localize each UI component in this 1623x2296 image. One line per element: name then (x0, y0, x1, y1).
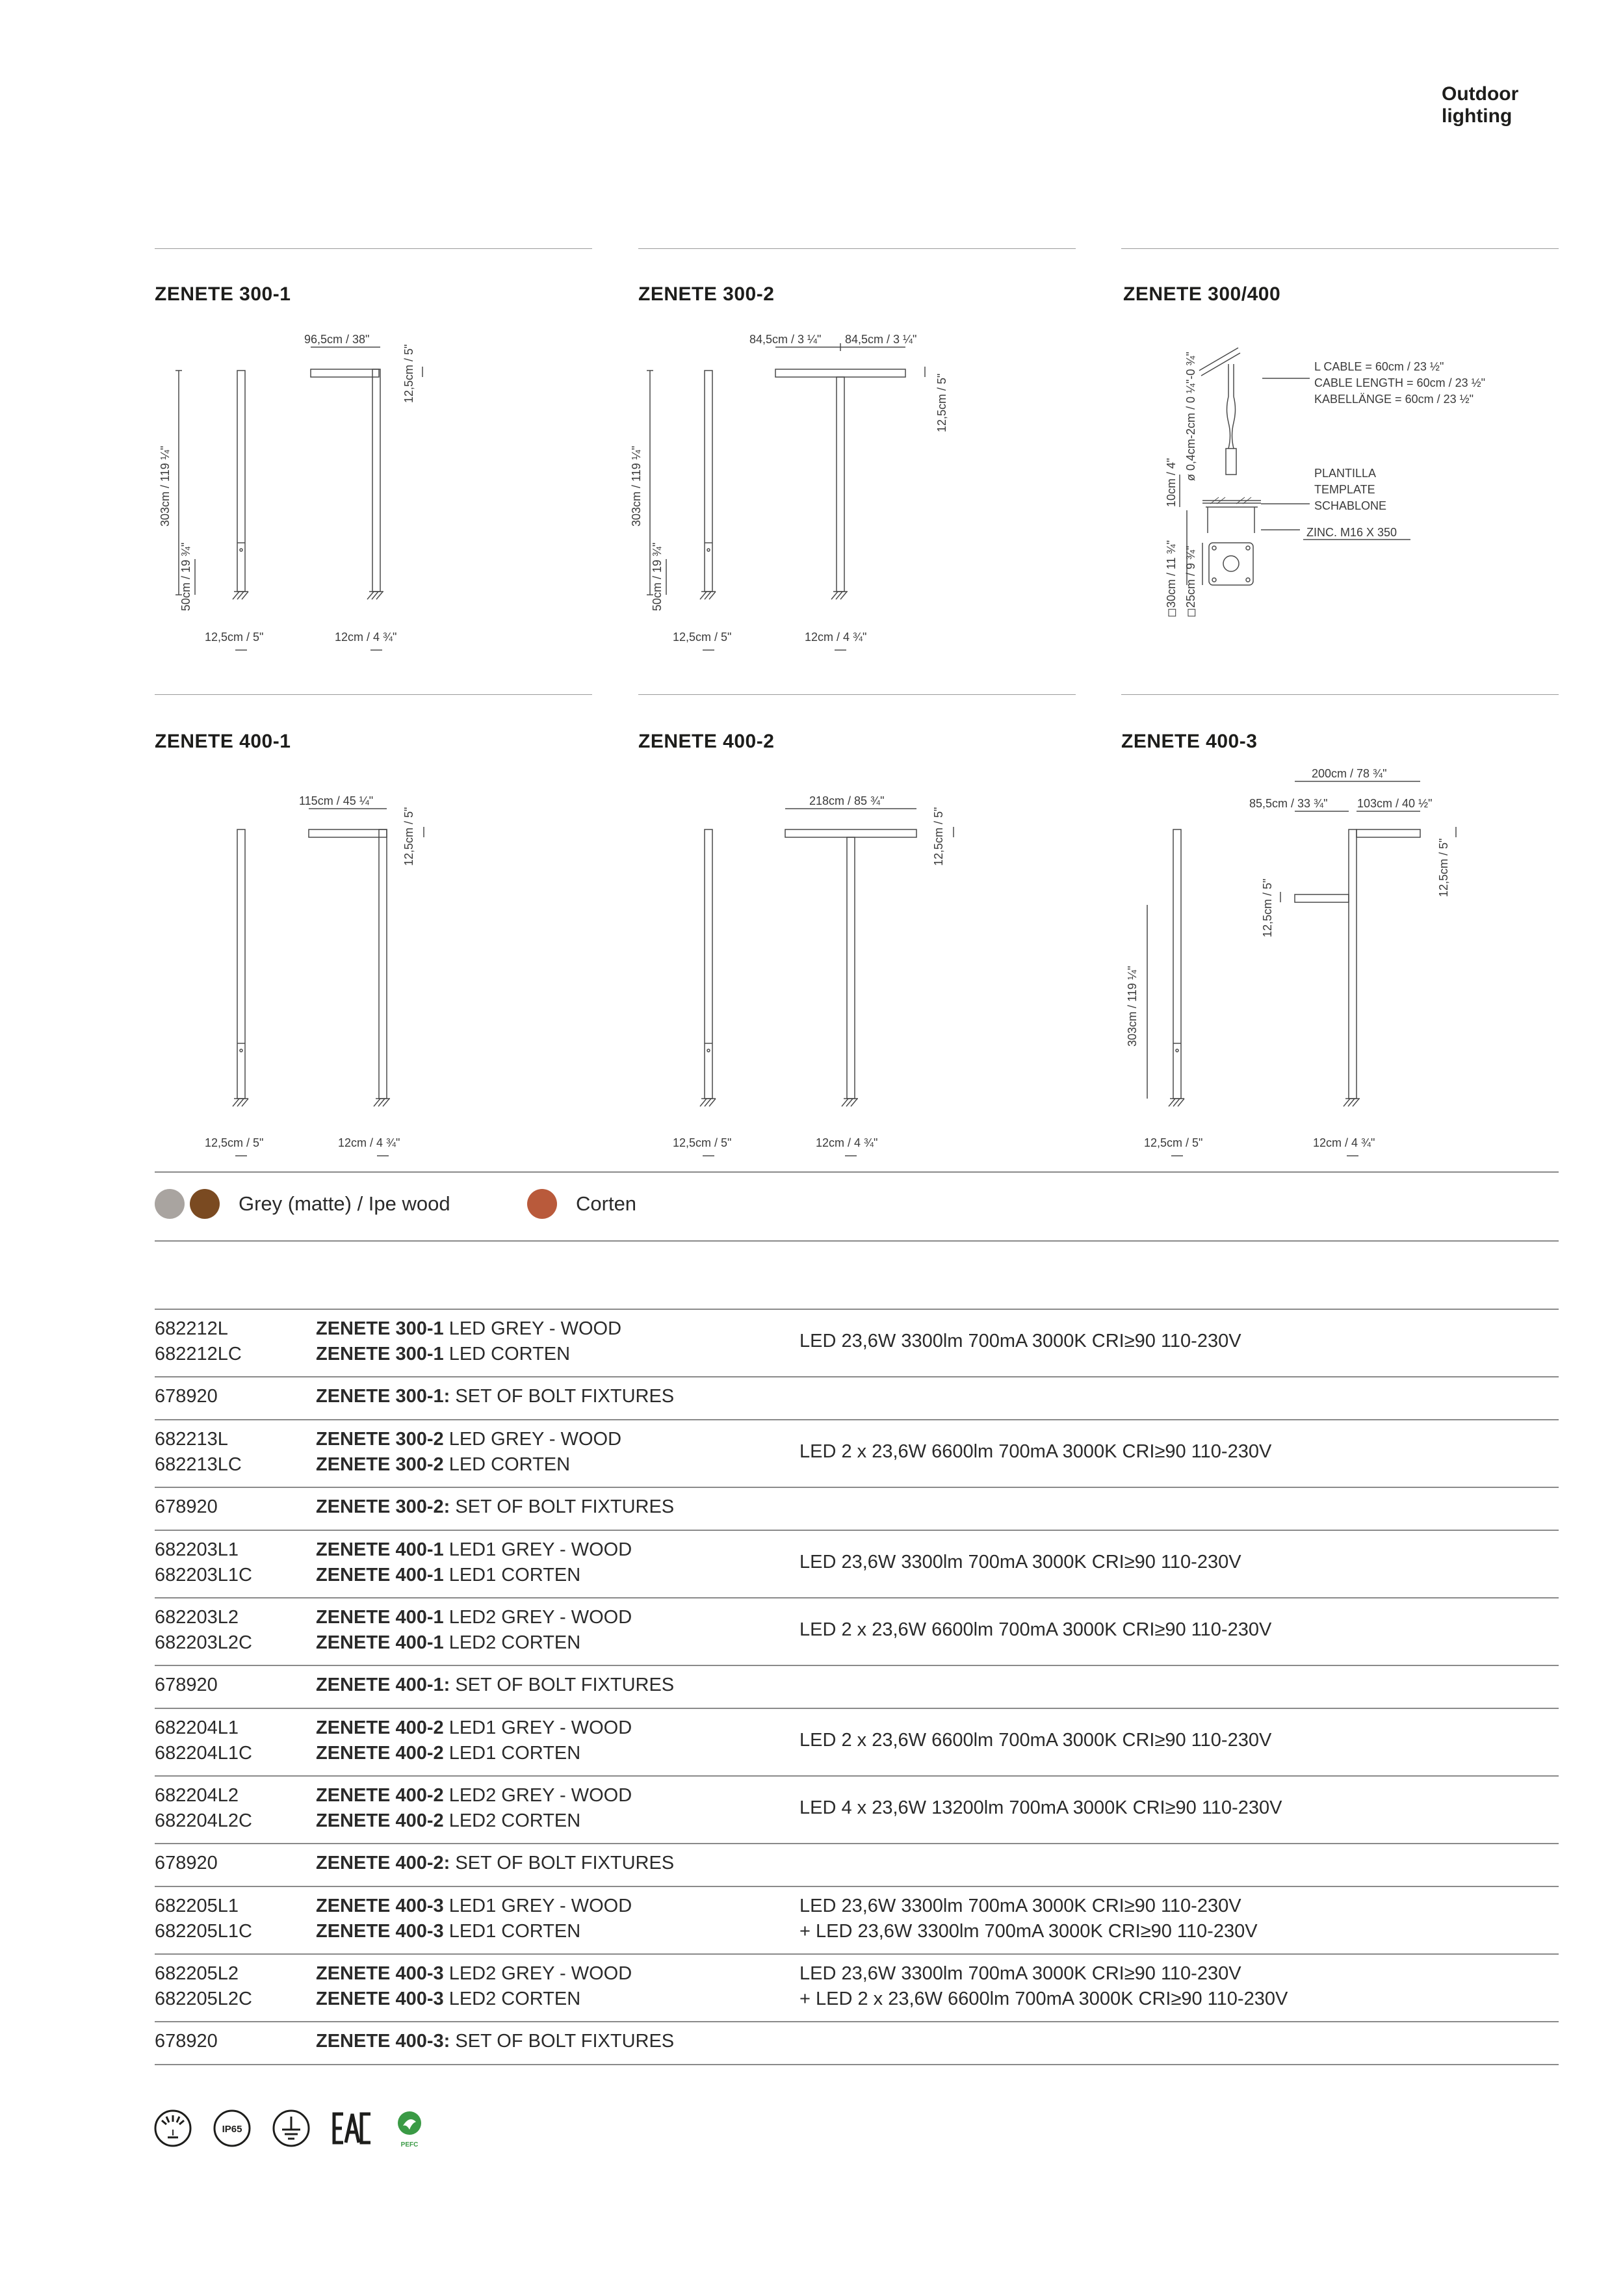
ip-rating-icon (213, 2109, 252, 2148)
ip-rating-label: IP65 (222, 2124, 242, 2135)
dim-label: ø 0,4cm-2cm / 0 ¼"-0 ¾" (1184, 352, 1197, 481)
dim-label: 303cm / 119 ¼" (1126, 965, 1139, 1047)
dim-label: 12cm / 4 ¾" (1313, 1136, 1375, 1149)
product-name: ZENETE 300-2 (316, 1454, 444, 1475)
dim-label: 12cm / 4 ¾" (338, 1136, 400, 1149)
product-spec: + LED 23,6W 3300lm 700mA 3000K CRI≥90 110-230V (799, 1921, 1258, 1942)
product-code: 682205L2C (155, 1989, 252, 2009)
table-row (155, 1890, 1559, 1953)
product-variant: LED1 GREY - WOOD (443, 1539, 632, 1560)
dim-label: 96,5cm / 38" (304, 333, 370, 346)
divider (155, 248, 592, 249)
product-variant: LED1 CORTEN (443, 1565, 581, 1585)
dim-label: ◻30cm / 11 ¾" (1165, 540, 1178, 618)
product-name: ZENETE 400-1 (316, 1607, 444, 1628)
dim-label: 12,5cm / 5" (673, 631, 732, 644)
header-line-1: Outdoor (1442, 83, 1519, 105)
product-name: ZENETE 400-1: (316, 1675, 450, 1695)
dim-label: 12cm / 4 ¾" (335, 631, 397, 644)
dim-label: 12,5cm / 5" (673, 1136, 732, 1149)
dim-label: 12,5cm / 5" (205, 631, 264, 644)
product-variant: SET OF BOLT FIXTURES (450, 1853, 675, 1873)
drawing-zenete-300-400-installation (1163, 319, 1566, 657)
product-name: ZENETE 300-1: (316, 1386, 450, 1407)
table-row (155, 1377, 1559, 1419)
drawing-title: ZENETE 400-1 (155, 731, 291, 752)
table-row (155, 1488, 1559, 1530)
product-name: ZENETE 300-1 (316, 1344, 444, 1364)
product-name: ZENETE 400-2 (316, 1785, 444, 1806)
table-row (155, 1779, 1559, 1843)
dim-label: 12cm / 4 ¾" (816, 1136, 878, 1149)
product-spec: LED 2 x 23,6W 6600lm 700mA 3000K CRI≥90 110-230V (799, 1619, 1272, 1640)
install-note: PLANTILLA (1314, 467, 1377, 480)
product-code: 682203L2 (155, 1607, 239, 1628)
drawing-title: ZENETE 300/400 (1123, 283, 1281, 305)
product-spec: LED 4 x 23,6W 13200lm 700mA 3000K CRI≥90 110-230V (799, 1797, 1282, 1818)
dim-label: ◻25cm / 9 ¾" (1184, 545, 1197, 618)
dim-label: 12,5cm / 5" (935, 373, 948, 432)
product-name: ZENETE 400-3 (316, 1921, 444, 1942)
product-code: 682203L1C (155, 1565, 252, 1585)
table-row (155, 2022, 1559, 2064)
product-variant: SET OF BOLT FIXTURES (450, 1496, 675, 1517)
drawing-zenete-400-2 (621, 780, 959, 1170)
product-variant: LED2 CORTEN (443, 1810, 581, 1831)
product-name: ZENETE 400-3 (316, 1896, 444, 1916)
table-row (155, 1957, 1559, 2021)
product-variant: LED1 CORTEN (443, 1743, 581, 1764)
product-variant: LED2 CORTEN (443, 1632, 581, 1653)
product-name: ZENETE 400-2: (316, 1853, 450, 1873)
product-code: 682205L1 (155, 1896, 239, 1916)
product-code: 682204L2 (155, 1785, 239, 1806)
product-code: 678920 (155, 1675, 218, 1695)
product-code: 682213LC (155, 1454, 242, 1475)
product-name: ZENETE 300-1 (316, 1318, 444, 1339)
product-code: 682212L (155, 1318, 228, 1339)
drawing-zenete-300-1 (149, 319, 448, 657)
dim-label: 84,5cm / 3 ¼" (845, 333, 917, 346)
table-row (155, 1666, 1559, 1708)
dim-label: 115cm / 45 ¼" (299, 794, 374, 807)
install-note: KABELLÄNGE = 60cm / 23 ½" (1314, 393, 1474, 406)
table-row (155, 1844, 1559, 1886)
product-name: ZENETE 400-1 (316, 1539, 444, 1560)
product-spec: LED 23,6W 3300lm 700mA 3000K CRI≥90 110-230V (799, 1331, 1241, 1351)
dim-label: 200cm / 78 ¾" (1312, 767, 1387, 780)
divider (638, 248, 1076, 249)
product-code: 682212LC (155, 1344, 242, 1364)
install-note: L CABLE = 60cm / 23 ½" (1314, 360, 1444, 373)
drawing-title: ZENETE 400-3 (1121, 731, 1258, 752)
product-name: ZENETE 400-2 (316, 1717, 444, 1738)
divider (155, 694, 592, 695)
product-variant: SET OF BOLT FIXTURES (450, 1386, 675, 1407)
product-name: ZENETE 400-3: (316, 2031, 450, 2052)
dim-label: 10cm / 4" (1165, 458, 1178, 507)
install-note: CABLE LENGTH = 60cm / 23 ½" (1314, 376, 1485, 389)
product-code: 682203L2C (155, 1632, 252, 1653)
divider (1121, 248, 1559, 249)
divider (155, 1240, 1559, 1242)
wood-swatch-icon (190, 1189, 220, 1219)
header-line-2: lighting (1442, 105, 1513, 127)
product-code: 678920 (155, 1853, 218, 1873)
table-row (155, 1423, 1559, 1487)
install-note: ZINC. M16 X 350 (1306, 526, 1397, 539)
product-variant: LED2 CORTEN (443, 1989, 581, 2009)
impact-resistance-icon (153, 2109, 192, 2148)
product-variant: LED2 GREY - WOOD (443, 1963, 632, 1984)
dim-label: 12,5cm / 5" (1437, 838, 1450, 897)
drawing-zenete-400-1 (149, 780, 448, 1170)
dim-label: 12,5cm / 5" (1144, 1136, 1203, 1149)
product-variant: LED GREY - WOOD (443, 1318, 622, 1339)
dim-label: 303cm / 119 ¼" (159, 445, 172, 527)
divider (638, 694, 1076, 695)
divider (155, 1171, 1559, 1173)
dim-label: 84,5cm / 3 ¼" (749, 333, 822, 346)
product-name: ZENETE 400-1 (316, 1632, 444, 1653)
product-spec: LED 23,6W 3300lm 700mA 3000K CRI≥90 110-230V (799, 1896, 1241, 1916)
ground-symbol-icon (272, 2109, 311, 2148)
product-spec: LED 2 x 23,6W 6600lm 700mA 3000K CRI≥90 110-230V (799, 1730, 1272, 1751)
product-code: 682213L (155, 1429, 228, 1450)
dim-label: 12cm / 4 ¾" (805, 631, 867, 644)
pefc-logo-icon (391, 2107, 428, 2150)
product-spec: LED 2 x 23,6W 6600lm 700mA 3000K CRI≥90 110-230V (799, 1441, 1272, 1462)
dim-label: 103cm / 40 ½" (1357, 797, 1433, 810)
table-row (155, 1712, 1559, 1775)
product-spec: LED 23,6W 3300lm 700mA 3000K CRI≥90 110-230V (799, 1552, 1241, 1572)
product-name: ZENETE 400-2 (316, 1743, 444, 1764)
divider (1121, 694, 1559, 695)
dim-label: 50cm / 19 ¾" (651, 542, 664, 611)
table-row (155, 1601, 1559, 1665)
dim-label: 218cm / 85 ¾" (809, 794, 885, 807)
product-code: 678920 (155, 2031, 218, 2052)
product-code: 678920 (155, 1496, 218, 1517)
product-code: 682204L1C (155, 1743, 252, 1764)
product-variant: LED CORTEN (443, 1454, 571, 1475)
dim-label: 12,5cm / 5" (402, 344, 415, 403)
product-variant: LED2 GREY - WOOD (443, 1607, 632, 1628)
product-variant: LED1 CORTEN (443, 1921, 581, 1942)
product-name: ZENETE 400-1 (316, 1565, 444, 1585)
table-row (155, 1312, 1559, 1376)
legend-label: Corten (576, 1192, 637, 1215)
dim-label: 50cm / 19 ¾" (179, 542, 192, 611)
dim-label: 12,5cm / 5" (402, 807, 415, 866)
pefc-label: PEFC (400, 2141, 419, 2148)
dim-label: 12,5cm / 5" (1261, 878, 1274, 937)
dim-label: 12,5cm / 5" (932, 807, 945, 866)
product-variant: LED1 GREY - WOOD (443, 1717, 632, 1738)
drawing-title: ZENETE 300-2 (638, 283, 775, 305)
install-note: TEMPLATE (1314, 483, 1375, 496)
product-code: 682204L2C (155, 1810, 252, 1831)
dim-label: 85,5cm / 33 ¾" (1249, 797, 1328, 810)
drawing-title: ZENETE 300-1 (155, 283, 291, 305)
product-code: 682205L1C (155, 1921, 252, 1942)
page-header (1442, 83, 1518, 127)
product-variant: LED2 GREY - WOOD (443, 1785, 632, 1806)
product-variant: LED1 GREY - WOOD (443, 1896, 632, 1916)
product-code: 682205L2 (155, 1963, 239, 1984)
product-name: ZENETE 400-2 (316, 1810, 444, 1831)
svg-text:I: I (172, 2128, 174, 2137)
product-code: 682203L1 (155, 1539, 239, 1560)
legend-label: Grey (matte) / Ipe wood (239, 1192, 450, 1215)
product-name: ZENETE 300-2 (316, 1429, 444, 1450)
product-variant: SET OF BOLT FIXTURES (450, 2031, 675, 2052)
product-spec: LED 23,6W 3300lm 700mA 3000K CRI≥90 110-230V (799, 1963, 1241, 1984)
drawing-zenete-300-2 (621, 319, 959, 657)
eac-mark-icon (331, 2111, 373, 2146)
grey-swatch-icon (155, 1189, 185, 1219)
install-note: SCHABLONE (1314, 499, 1387, 512)
product-code: 682204L1 (155, 1717, 239, 1738)
product-variant: LED GREY - WOOD (443, 1429, 622, 1450)
product-name: ZENETE 400-3 (316, 1963, 444, 1984)
product-variant: SET OF BOLT FIXTURES (450, 1675, 675, 1695)
drawing-title: ZENETE 400-2 (638, 731, 775, 752)
corten-swatch-icon (527, 1189, 557, 1219)
table-row (155, 1533, 1559, 1597)
product-code: 678920 (155, 1386, 218, 1407)
product-variant: LED CORTEN (443, 1344, 571, 1364)
product-name: ZENETE 300-2: (316, 1496, 450, 1517)
drawing-zenete-400-3 (1105, 754, 1508, 1170)
product-name: ZENETE 400-3 (316, 1989, 444, 2009)
product-spec: + LED 2 x 23,6W 6600lm 700mA 3000K CRI≥90 110-230V (799, 1989, 1288, 2009)
dim-label: 12,5cm / 5" (205, 1136, 264, 1149)
dim-label: 303cm / 119 ¼" (630, 445, 643, 527)
